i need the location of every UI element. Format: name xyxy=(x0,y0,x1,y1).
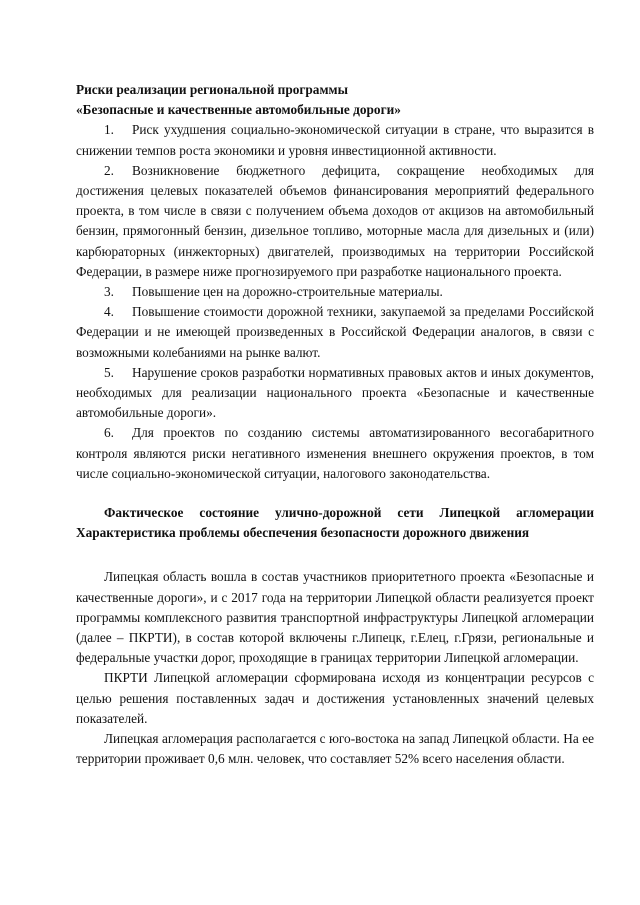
list-item-number: 3. xyxy=(104,284,114,300)
section1-title-line2: «Безопасные и качественные автомобильные дороги» xyxy=(76,102,401,118)
spacer xyxy=(76,543,594,567)
list-item-number: 1. xyxy=(104,122,114,138)
list-item-text: Для проектов по созданию системы автоматизированного весогабаритного контроля являются риски негативного изменения внешнего окружения проектов, в том числе социально-экономической ситуации, налогового законодательства. xyxy=(76,425,594,481)
spacer xyxy=(76,484,594,503)
list-item-number: 2. xyxy=(104,162,114,178)
list-item xyxy=(76,363,594,424)
body-paragraph: ПКРТИ Липецкой агломерации сформирована исходя из концентрации ресурсов с целью решения поставленных задач и достижения установленных значений целевых показателей. xyxy=(76,670,594,726)
section2-title-line1: Фактическое состояние улично-дорожной сети Липецкой агломерации xyxy=(104,505,594,521)
list-item-text: Повышение цен на дорожно-строительные материалы. xyxy=(132,284,443,300)
section1-title-line1: Риски реализации региональной программы xyxy=(76,82,348,97)
list-item-text: Риск ухудшения социально-экономической ситуации в стране, что выразится в снижении темпов роста экономики и уровня инвестиционной активности. xyxy=(76,122,594,158)
section2-title-line2: Характеристика проблемы обеспечения безопасности дорожного движения xyxy=(76,525,530,541)
list-item-number: 5. xyxy=(104,364,114,380)
list-item-number: 6. xyxy=(104,425,114,441)
list-item xyxy=(76,302,594,363)
risk-list xyxy=(76,120,594,484)
list-item-text: Нарушение сроков разработки нормативных правовых актов и иных документов, необходимых для реализации национального проекта «Безопасные и качественные автомобильные дороги». xyxy=(76,364,594,421)
list-item xyxy=(76,161,594,282)
document-page xyxy=(76,80,594,770)
body-paragraph: Липецкая агломерация располагается с юго-востока на запад Липецкой области. На ее территории проживает 0,6 млн. человек, что составляет 52% всего населения области. xyxy=(76,731,594,767)
list-item-text: Повышение стоимости дорожной техники, закупаемой за пределами Российской Федерации и не имеющей произведенных в Российской Федерации аналогов, в связи с возможными колебаниями на рынке валют. xyxy=(76,304,594,360)
list-item-text: Возникновение бюджетного дефицита, сокращение необходимых для достижения целевых показателей объемов финансирования мероприятий федерального проекта, в том числе в связи с получением объема доходов от акцизов на автомобильный бензин, прямогонный бензин, дизельное топливо, моторные масла для дизельных и (или) карбюраторных (инжекторных) двигателей, производимых на территории Российской Федерации, в размере ниже прогнозируемого при разработке национального проекта. xyxy=(76,162,594,279)
list-item-number: 4. xyxy=(104,304,114,320)
list-item xyxy=(76,423,594,484)
body-paragraph: Липецкая область вошла в состав участников приоритетного проекта «Безопасные и качественные дороги», и с 2017 года на территории Липецкой области реализуется проект программы комплексного развития транспортной инфраструктуры Липецкой агломерации (далее – ПКРТИ), в состав которой включены г.Липецк, г.Елец, г.Грязи, региональные и федеральные участки дорог, проходящие в границах территории Липецкой агломерации. xyxy=(76,569,594,666)
list-item xyxy=(76,282,594,302)
list-item xyxy=(76,120,594,160)
